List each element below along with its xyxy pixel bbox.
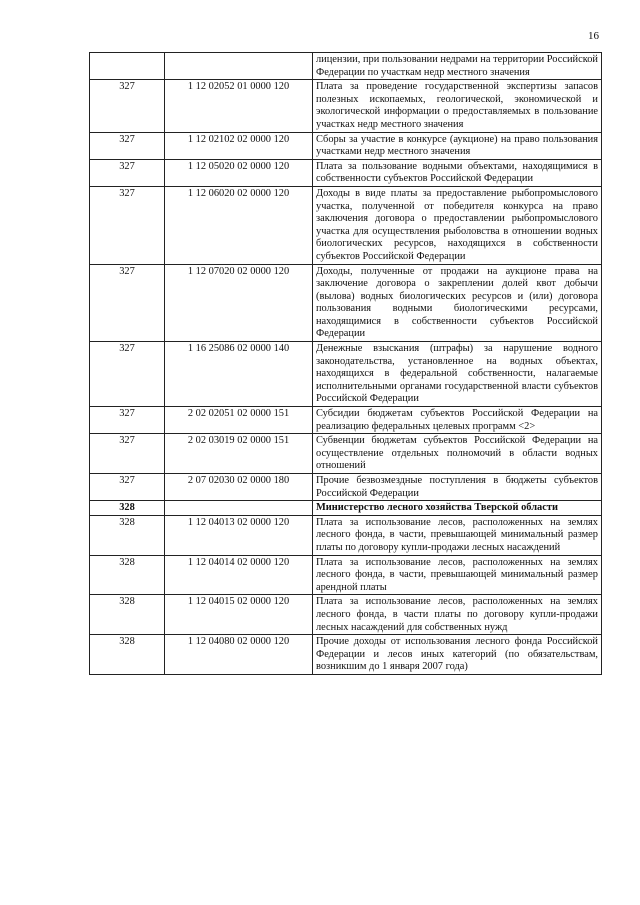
table-row <box>90 342 602 407</box>
table-row <box>90 501 602 516</box>
revenue-description-cell: Денежные взыскания (штрафы) за нарушение водного законодательства, установленное на водных объектах, находящихся в федеральной собственности, налагаемые исполнительными органами государственной власти субъектов Российской Федерации <box>313 342 602 407</box>
budget-classification-code-cell: 1 12 04013 02 0000 120 <box>165 515 313 555</box>
revenue-description-cell: Плата за использование лесов, расположенных на землях лесного фонда, в части платы по договору купли-продажи лесных насаждений для собственных нужд <box>313 595 602 635</box>
table-row <box>90 555 602 595</box>
admin-code-cell: 327 <box>90 159 165 186</box>
revenue-description-cell: Субсидии бюджетам субъектов Российской Федерации на реализацию федеральных целевых программ <2> <box>313 407 602 434</box>
revenue-description-cell: Доходы, полученные от продажи на аукционе права на заключение договора о закреплении долей квот добычи (вылова) водных биологических ресурсов и (или) договора пользования водными биологическими ресурсами, находящимися в собственности субъектов Российской Федерации <box>313 264 602 342</box>
revenue-description-cell: Доходы в виде платы за предоставление рыбопромыслового участка, полученной от победителя конкурса на право заключения договора о предоставлении рыбопромыслового участка для осуществления рыболовства в отношении водных биологических ресурсов, находящихся в собственности субъектов Российской Федерации <box>313 186 602 264</box>
table-row <box>90 434 602 474</box>
table-row <box>90 159 602 186</box>
table-row <box>90 474 602 501</box>
budget-classification-code-cell: 1 16 25086 02 0000 140 <box>165 342 313 407</box>
admin-code-cell: 327 <box>90 264 165 342</box>
budget-classification-code-cell <box>165 53 313 80</box>
revenue-description-cell: лицензии, при пользовании недрами на территории Российской Федерации по участкам недр местного значения <box>313 53 602 80</box>
admin-code-cell: 327 <box>90 434 165 474</box>
budget-classification-code-cell: 1 12 04080 02 0000 120 <box>165 635 313 675</box>
revenue-description-cell: Плата за пользование водными объектами, находящимися в собственности субъектов Российской Федерации <box>313 159 602 186</box>
page-number: 16 <box>588 30 599 42</box>
admin-code-cell: 327 <box>90 132 165 159</box>
admin-code-cell: 327 <box>90 80 165 132</box>
revenue-description-cell: Плата за использование лесов, расположенных на землях лесного фонда, в части, превышающей минимальный размер платы по договору купли-продажи лесных насаждений <box>313 515 602 555</box>
revenue-description-cell: Плата за использование лесов, расположенных на землях лесного фонда, в части, превышающей минимальный размер арендной платы <box>313 555 602 595</box>
admin-code-cell: 327 <box>90 407 165 434</box>
table-row <box>90 515 602 555</box>
budget-classification-code-cell: 1 12 02102 02 0000 120 <box>165 132 313 159</box>
budget-classification-code-cell: 1 12 04015 02 0000 120 <box>165 595 313 635</box>
revenue-description-cell: Прочие доходы от использования лесного фонда Российской Федерации и лесов иных категорий (по обязательствам, возникшим до 1 января 2007 года) <box>313 635 602 675</box>
budget-classification-code-cell: 1 12 02052 01 0000 120 <box>165 80 313 132</box>
admin-code-cell: 327 <box>90 342 165 407</box>
revenue-description-cell: Прочие безвозмездные поступления в бюджеты субъектов Российской Федерации <box>313 474 602 501</box>
admin-code-cell: 328 <box>90 515 165 555</box>
budget-classification-code-cell: 1 12 04014 02 0000 120 <box>165 555 313 595</box>
table-row <box>90 635 602 675</box>
revenue-code-table <box>89 52 602 675</box>
table-row <box>90 80 602 132</box>
revenue-description-cell: Сборы за участие в конкурсе (аукционе) на право пользования участками недр местного значения <box>313 132 602 159</box>
revenue-description-cell: Субвенции бюджетам субъектов Российской Федерации на осуществление отдельных полномочий в области водных отношений <box>313 434 602 474</box>
table-row <box>90 132 602 159</box>
admin-code-cell <box>90 53 165 80</box>
budget-classification-code-cell <box>165 501 313 516</box>
budget-classification-code-cell: 2 07 02030 02 0000 180 <box>165 474 313 501</box>
revenue-description-cell: Плата за проведение государственной экспертизы запасов полезных ископаемых, геологической, экономической и экологической информации о предоставляемых в пользование участках недр местного значения <box>313 80 602 132</box>
table-row <box>90 407 602 434</box>
budget-classification-code-cell: 1 12 06020 02 0000 120 <box>165 186 313 264</box>
admin-code-cell: 328 <box>90 595 165 635</box>
budget-classification-code-cell: 2 02 03019 02 0000 151 <box>165 434 313 474</box>
budget-classification-code-cell: 1 12 07020 02 0000 120 <box>165 264 313 342</box>
admin-code-cell: 327 <box>90 474 165 501</box>
table-row <box>90 53 602 80</box>
admin-code-cell: 327 <box>90 186 165 264</box>
table-body <box>90 53 602 675</box>
admin-code-cell: 328 <box>90 501 165 516</box>
table-row <box>90 186 602 264</box>
revenue-description-cell: Министерство лесного хозяйства Тверской области <box>313 501 602 516</box>
table-row <box>90 264 602 342</box>
budget-classification-code-cell: 1 12 05020 02 0000 120 <box>165 159 313 186</box>
table-row <box>90 595 602 635</box>
budget-classification-code-cell: 2 02 02051 02 0000 151 <box>165 407 313 434</box>
admin-code-cell: 328 <box>90 555 165 595</box>
admin-code-cell: 328 <box>90 635 165 675</box>
